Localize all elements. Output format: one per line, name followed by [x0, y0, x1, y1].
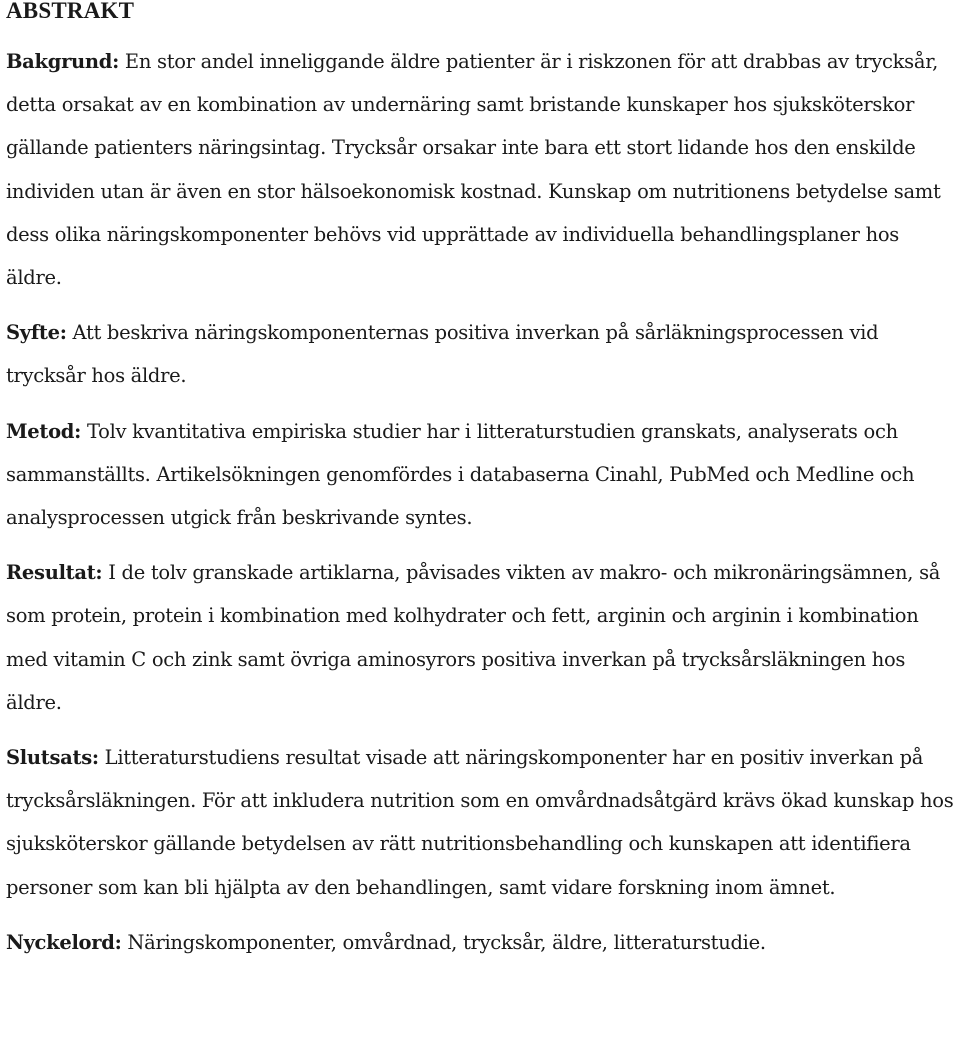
label-slutsats: Slutsats: — [6, 746, 99, 770]
text-slutsats: Litteraturstudiens resultat visade att näringskomponenter har en positiv inverkan på trycksårsläkningen. För att inkludera nutrition som en omvårdnadsåtgärd krävs ökad kunskap hos sjuksköterskor gällande betydelsen av rätt nutritionsbehandling och kunskapen att identifiera personer som kan bli hjälpta av den behandlingen, samt vidare forskning inom ämnet. — [6, 746, 954, 899]
label-syfte: Syfte: — [6, 321, 67, 345]
label-resultat: Resultat: — [6, 561, 103, 585]
paragraph-syfte — [6, 311, 956, 397]
text-metod: Tolv kvantitativa empiriska studier har i litteraturstudien granskats, analyserats och sammanställts. Artikelsökningen genomfördes i databaserna Cinahl, PubMed och Medline och analysprocessen utgick från beskrivande syntes. — [6, 419, 915, 530]
text-resultat: I de tolv granskade artiklarna, påvisades vikten av makro- och mikronäringsämnen, så som protein, protein i kombination med kolhydrater och fett, arginin och arginin i kombination med vitamin C och zink samt övriga aminosyrors positiva inverkan på trycksårsläkningen hos äldre. — [6, 561, 941, 714]
label-metod: Metod: — [6, 419, 82, 443]
paragraph-bakgrund — [6, 40, 956, 299]
text-nyckelord: Näringskomponenter, omvårdnad, trycksår, äldre, litteraturstudie. — [121, 930, 766, 954]
paragraph-nyckelord — [6, 921, 956, 964]
label-nyckelord: Nyckelord: — [6, 930, 122, 954]
paragraph-slutsats — [6, 736, 956, 909]
text-bakgrund: En stor andel inneliggande äldre patienter är i riskzonen för att drabbas av trycksår, detta orsakat av en kombination av undernäring samt bristande kunskaper hos sjuksköterskor gällande patienters näringsintag. Trycksår orsakar inte bara ett stort lidande hos den enskilde individen utan är även en stor hälsoekonomisk kostnad. Kunskap om nutritionens betydelse samt dess olika näringskomponenter behövs vid upprättade av individuella behandlingsplaner hos äldre. — [6, 50, 941, 290]
abstract-heading: ABSTRAKT — [6, 0, 135, 23]
label-bakgrund: Bakgrund: — [6, 50, 120, 73]
document-page — [6, 0, 956, 964]
paragraph-resultat — [6, 551, 956, 724]
paragraph-metod — [6, 410, 956, 540]
text-syfte: Att beskriva näringskomponenternas positiva inverkan på sårläkningsprocessen vid trycksår hos äldre. — [6, 321, 879, 388]
